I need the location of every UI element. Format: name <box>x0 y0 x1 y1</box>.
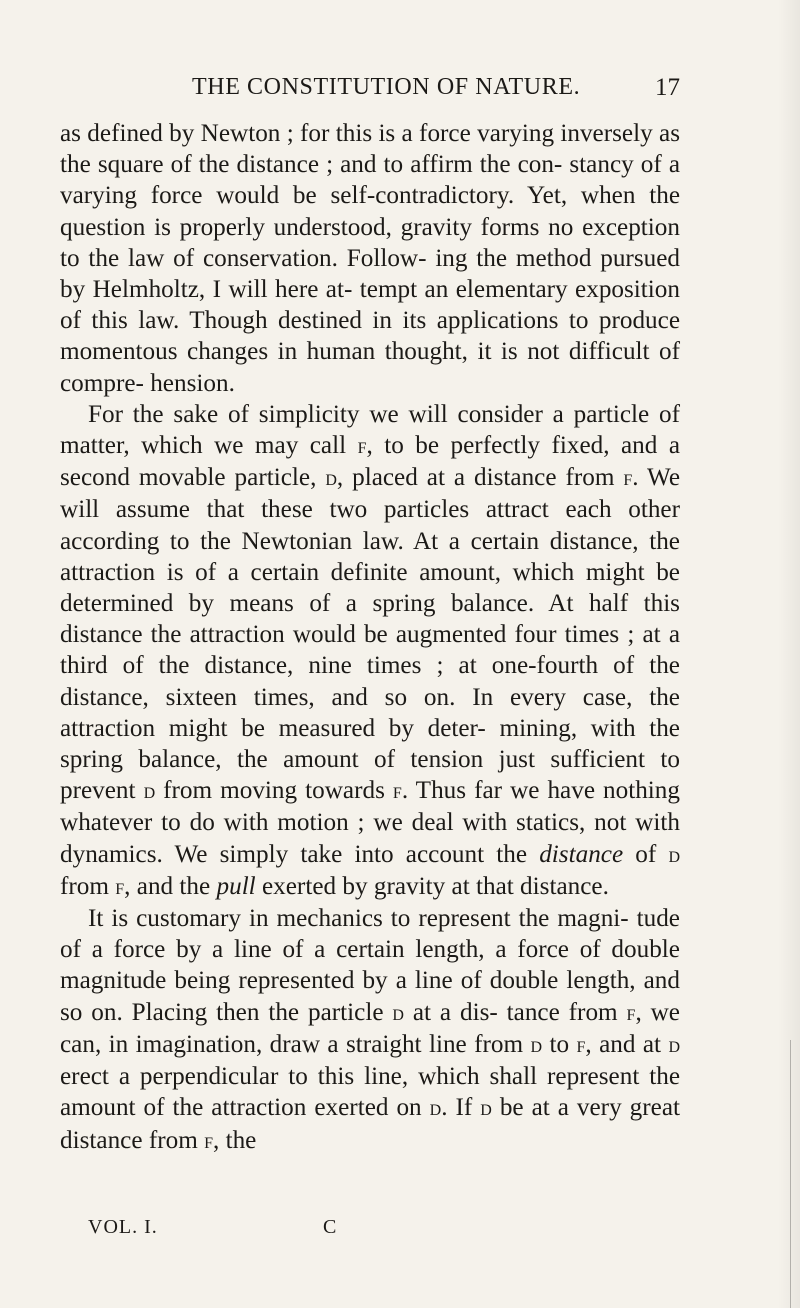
text-run: be at a very great distance from <box>60 1094 680 1154</box>
text-run: , to be perfectly fixed, and a second movable particle, <box>60 432 680 492</box>
small-caps-letter: f <box>204 1127 213 1154</box>
small-caps-letter: d <box>480 1095 492 1122</box>
text-run: For the sake of simplicity we will consider a particle of matter, which we may call <box>60 400 680 460</box>
volume-marker: VOL. I. <box>88 1216 158 1238</box>
text-run: of <box>623 840 669 868</box>
small-caps-letter: d <box>325 465 337 492</box>
text-run: , the <box>212 1126 257 1154</box>
paragraph <box>60 399 680 903</box>
text-run: . Thus far we have nothing whatever to do with motion ; we deal with statics, not with dynamics. We simply take into account the <box>60 777 680 868</box>
text-run: It is customary in mechanics to represent the magni- tude of a force by a line of a certain length, a force of double magnitude being represented by a line of double length, and so on. Placing then the particle <box>60 905 680 1026</box>
paragraph <box>60 903 680 1157</box>
page-header <box>60 74 680 104</box>
italic-term: pull <box>216 872 256 900</box>
small-caps-letter: f <box>115 873 125 900</box>
page-edge-shadow <box>778 0 800 1308</box>
small-caps-letter: f <box>626 999 636 1026</box>
small-caps-letter: d <box>429 1095 442 1122</box>
signature-mark: C <box>323 1216 337 1238</box>
small-caps-letter: f <box>392 778 402 805</box>
small-caps-letter: d <box>668 1031 681 1058</box>
small-caps-letter: f <box>576 1031 586 1058</box>
italic-term: distance <box>539 840 624 868</box>
small-caps-letter: d <box>392 999 404 1026</box>
text-run: as defined by Newton ; for this is a force varying inversely as the square of the distance ; and to affirm the con- stancy of a varying force would be self-contradictory. Yet, when the question is properly understood, gravity forms no exception to the law of conservation. Follow- ing the method pursued by Helmholtz, I will here at- tempt an elementary exposition of this law. Though destined in its applications to produce momentous changes in human thought, it is not difficult of compre- hension. <box>60 120 680 397</box>
paragraph <box>60 118 680 399</box>
page-number: 17 <box>655 74 680 101</box>
small-caps-letter: f <box>357 433 367 460</box>
small-caps-letter: f <box>623 465 633 492</box>
text-run: . We will assume that these two particles attract each other according to the Newtonian law. At a certain distance, the attraction is of a certain definite amount, which might be determined by means of a spring balance. At half this distance the attraction would be augmented four times ; at a third of the distance, nine times ; at one-fourth of the distance, sixteen times, and so on. In every case, the attraction might be measured by deter- mining, with the spring balance, the amount of tension just sufficient to prevent <box>60 464 680 805</box>
body-text <box>60 118 680 1157</box>
text-run: at a dis- tance from <box>403 998 627 1026</box>
text-run: , and at <box>585 1030 669 1058</box>
small-caps-letter: d <box>143 778 156 805</box>
text-run: , we can, in imagination, draw a straight line from <box>60 998 680 1058</box>
text-run: from moving towards <box>155 777 393 805</box>
text-run: , and the <box>124 872 217 900</box>
text-run: erect a perpendicular to this line, which shall represent the amount of the attraction exerted on <box>60 1063 680 1122</box>
text-run: to <box>542 1030 577 1058</box>
page-edge-line <box>790 1040 791 1308</box>
small-caps-letter: d <box>668 841 681 868</box>
page-footer <box>88 1216 488 1242</box>
text-run: . If <box>441 1094 481 1122</box>
text-run: from <box>60 872 116 900</box>
small-caps-letter: d <box>530 1031 543 1058</box>
text-run: exerted by gravity at that distance. <box>255 872 609 900</box>
running-head: THE CONSTITUTION OF NATURE. <box>192 74 581 100</box>
text-run: , placed at a distance from <box>336 464 624 492</box>
